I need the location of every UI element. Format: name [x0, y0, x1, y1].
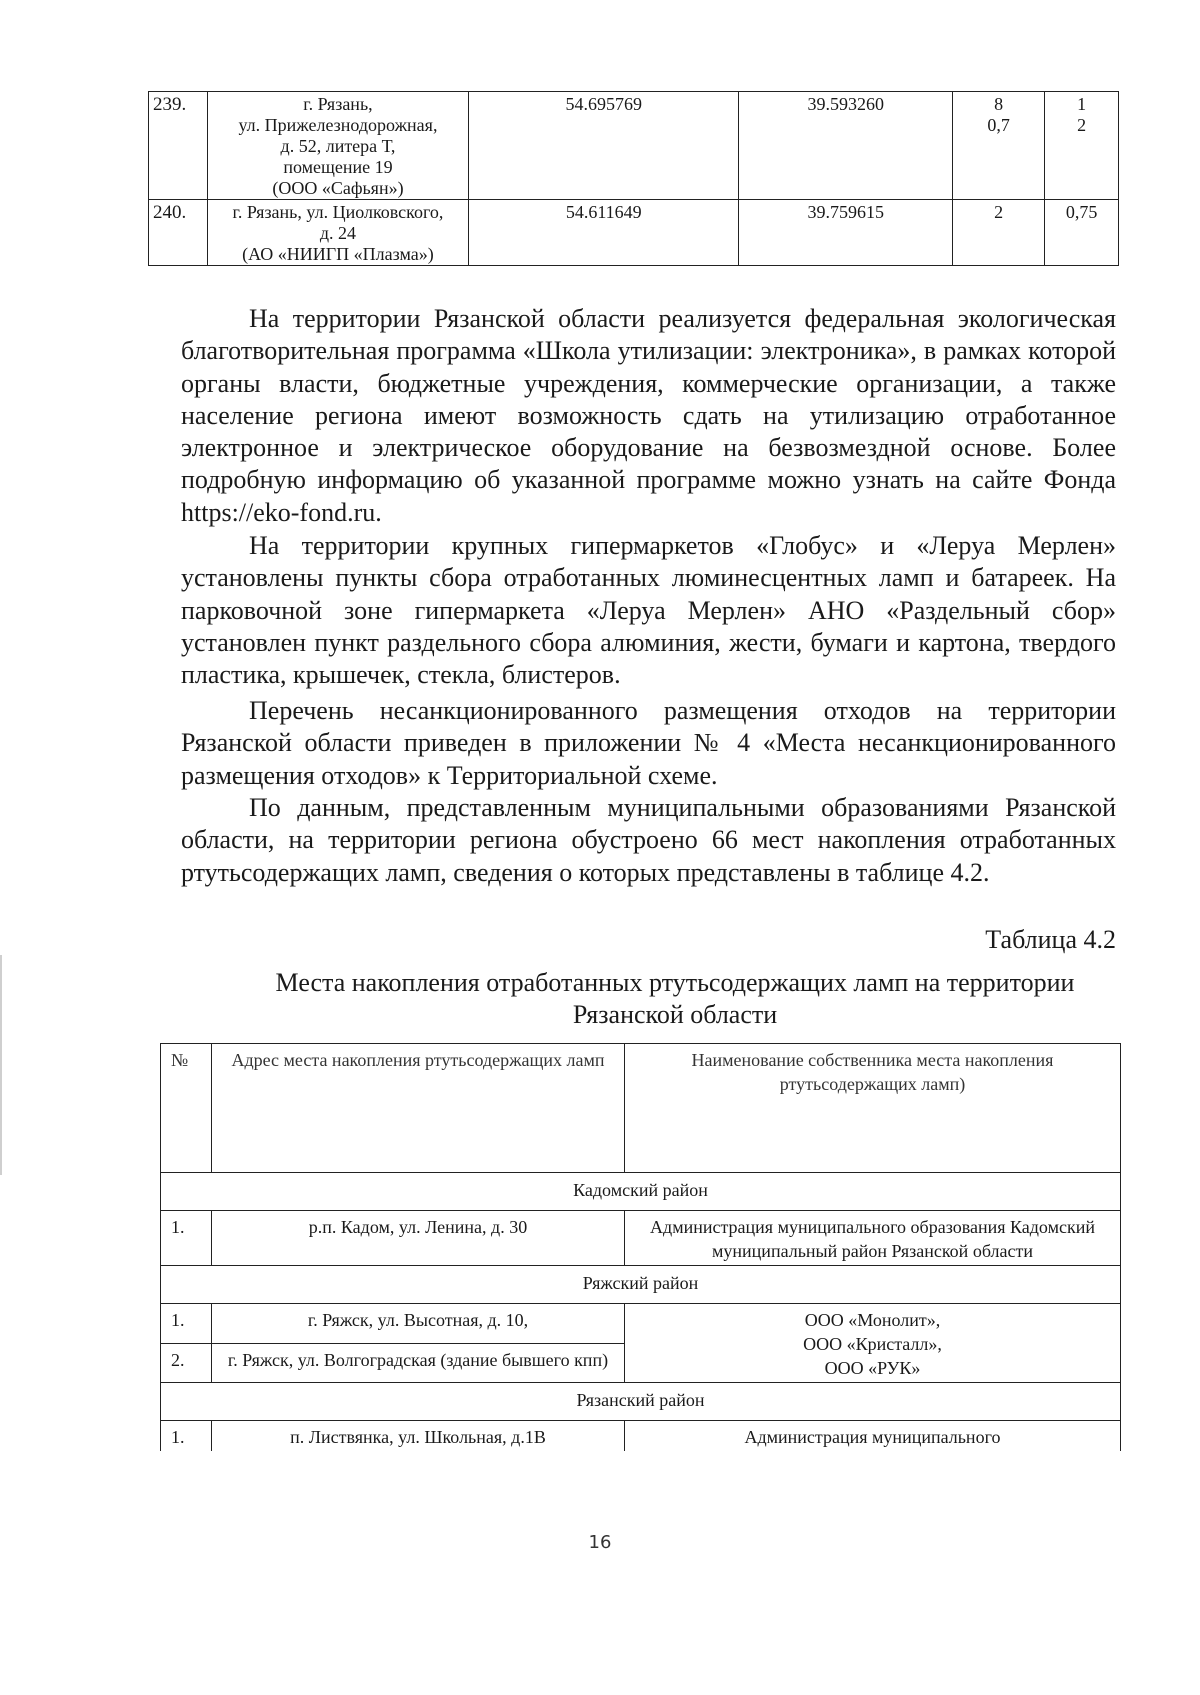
paragraph-text: По данным, представленным муниципальными образованиями Рязанской области, на территории региона обустроено 66 мест накопления отработанных ртутьсодержащих ламп, сведения о которых представлены в таблице 4.2.	[181, 793, 1116, 887]
address-cell	[207, 200, 468, 266]
address-line: г. Рязань, ул. Циолковского,	[232, 202, 444, 222]
district-row	[161, 1173, 1121, 1211]
row-number: 1.	[161, 1304, 212, 1344]
row-number: 1.	[161, 1421, 212, 1452]
address-line: г. Рязань,	[303, 94, 373, 114]
header-number: №	[161, 1044, 212, 1173]
paragraph-recycling-program	[181, 303, 1116, 529]
scan-margin-line	[0, 955, 2, 1175]
header-owner: Наименование собственника места накопления ртутьсодержащих ламп)	[625, 1044, 1121, 1173]
address-line: д. 24	[319, 223, 357, 243]
mercury-lamps-table	[160, 1043, 1121, 1451]
value-cell	[1045, 92, 1119, 200]
paragraph-unauthorized-dumps	[181, 695, 1116, 792]
owner-cell	[625, 1304, 1121, 1383]
paragraph-text: На территории крупных гипермаркетов «Глобус» и «Леруа Мерлен» установлены пункты сбора отработанных люминесцентных ламп и батареек. На парковочной зоне гипермаркета «Леруа Мерлен» АНО «Раздельный сбор» установлен пункт раздельного сбора алюминия, жести, бумаги и картона, твердого пластика, крышечек, стекла, блистеров.	[181, 531, 1116, 690]
owner-line: ООО «РУК»	[824, 1358, 921, 1378]
owner-line: ООО «Монолит»,	[804, 1310, 941, 1330]
district-name: Рязанский район	[161, 1383, 1121, 1421]
row-number: 239.	[149, 92, 208, 200]
row-number: 2.	[161, 1343, 212, 1383]
district-row	[161, 1266, 1121, 1304]
address-line: (ООО «Сафьян»)	[272, 178, 404, 198]
paragraph-collection-points	[181, 530, 1116, 691]
district-name: Кадомский район	[161, 1173, 1121, 1211]
value-line: 0,75	[1065, 202, 1098, 222]
district-name: Ряжский район	[161, 1266, 1121, 1304]
row-number: 240.	[149, 200, 208, 266]
value-line: 1	[1077, 94, 1087, 114]
page-number: 16	[588, 1532, 612, 1553]
table-header-row	[161, 1044, 1121, 1173]
address-line: помещение 19	[283, 157, 393, 177]
table-row	[149, 92, 1119, 200]
address-cell: г. Ряжск, ул. Высотная, д. 10,	[212, 1304, 625, 1344]
coordinates-table	[148, 91, 1119, 266]
longitude-cell: 39.759615	[739, 200, 953, 266]
longitude-cell: 39.593260	[739, 92, 953, 200]
table-row	[161, 1304, 1121, 1344]
table-row	[161, 1211, 1121, 1266]
district-row	[161, 1383, 1121, 1421]
value-line: 2	[994, 202, 1004, 222]
address-cell	[207, 92, 468, 200]
latitude-cell: 54.695769	[469, 92, 739, 200]
header-address: Адрес места накопления ртутьсодержащих ламп	[212, 1044, 625, 1173]
owner-line: ООО «Кристалл»,	[803, 1334, 942, 1354]
paragraph-text: На территории Рязанской области реализуется федеральная экологическая благотворительная программа «Школа утилизации: электроника», в рамках которой органы власти, бюджетные учреждения, коммерческие организации, а также население региона имеют возможность сдать на утилизацию отработанное электронное и электрическое оборудование на безвозмездной основе. Более подробную информацию об указанной программе можно узнать на сайте Фонда https://eko-fond.ru.	[181, 304, 1116, 527]
address-line: д. 52, литера Т,	[280, 136, 396, 156]
address-cell: р.п. Кадом, ул. Ленина, д. 30	[212, 1211, 625, 1266]
table-row	[149, 200, 1119, 266]
address-cell: п. Листвянка, ул. Школьная, д.1В	[212, 1421, 625, 1452]
address-line: (АО «НИИГП «Плазма»)	[242, 244, 434, 264]
value-line: 2	[1077, 115, 1087, 135]
address-line: ул. Прижелезнодорожная,	[238, 115, 438, 135]
table-title: Места накопления отработанных ртутьсодержащих ламп на территории Рязанской области	[275, 968, 1075, 1029]
row-number: 1.	[161, 1211, 212, 1266]
owner-cell: Администрация муниципального	[625, 1421, 1121, 1452]
paragraph-mercury-lamps	[181, 792, 1116, 889]
value-line: 8	[994, 94, 1004, 114]
owner-cell: Администрация муниципального образования Кадомский муниципальный район Рязанской области	[625, 1211, 1121, 1266]
value-cell	[953, 92, 1045, 200]
paragraph-text: Перечень несанкционированного размещения отходов на территории Рязанской области приведен в приложении № 4 «Места несанкционированного размещения отходов» к Территориальной схеме.	[181, 696, 1116, 790]
table-caption: Таблица 4.2	[985, 925, 1116, 954]
value-cell	[1045, 200, 1119, 266]
value-cell	[953, 200, 1045, 266]
table-row	[161, 1421, 1121, 1452]
latitude-cell: 54.611649	[469, 200, 739, 266]
address-cell: г. Ряжск, ул. Волгоградская (здание бывшего кпп)	[212, 1343, 625, 1383]
value-line: 0,7	[987, 115, 1010, 135]
